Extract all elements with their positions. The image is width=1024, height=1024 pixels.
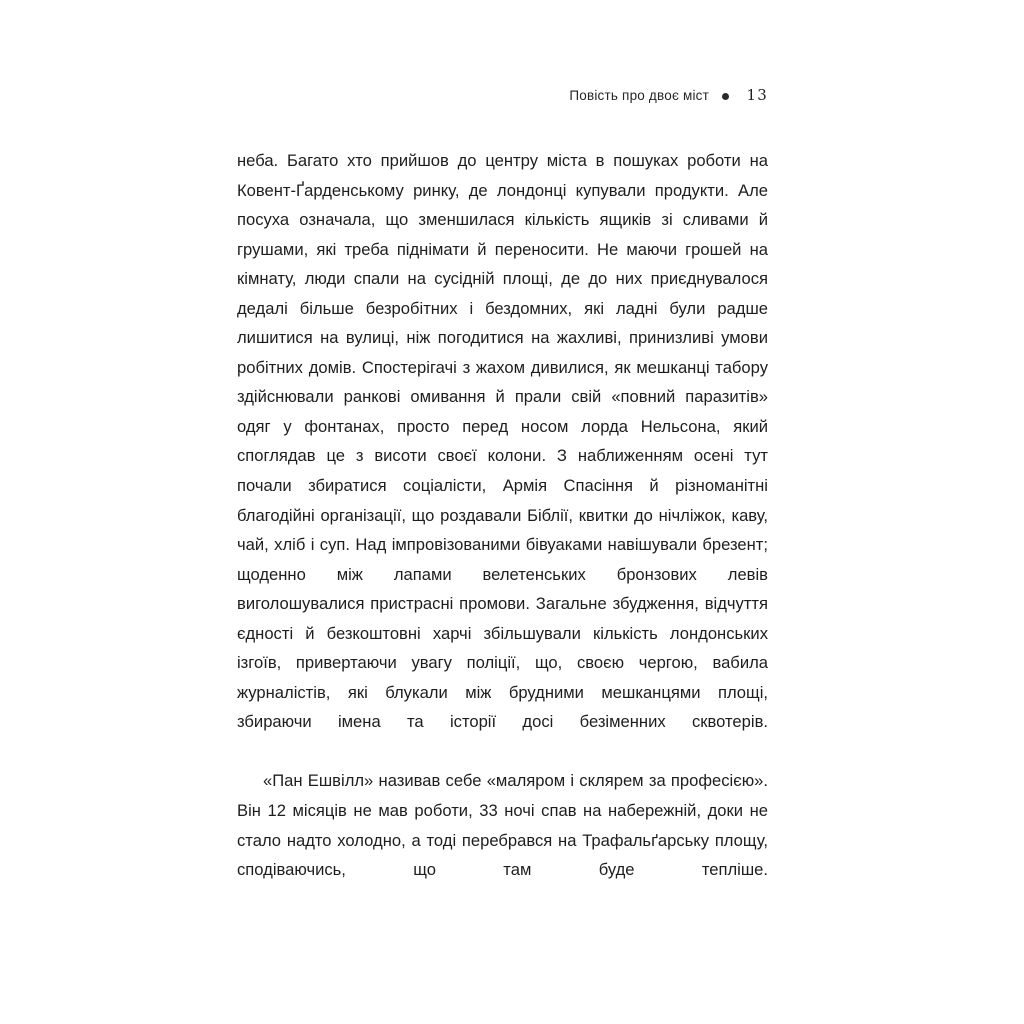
paragraph: неба. Багато хто прийшов до центру міста в пошуках роботи на Ковент-Ґарденському ринку, де лондонці купували продукти. Але посуха означала, що зменшилася кількість ящиків зі сливами й грушами, які треба піднімати й переносити. Не маючи грошей на кімнату, люди спали на сусідній площі, де до них приєднувалося дедалі більше безробітних і бездомних, які ладні були радше лишитися на вулиці, ніж погодитися на жахливі, принизливі умови робітних домів. Спостерігачі з жахом дивилися, як мешканці табору здійснювали ранкові омивання й прали свій «повний паразитів» одяг у фонтанах, просто перед носом лорда Нельсона, який споглядав це з висоти своєї колони. З наближенням осені тут почали збиратися соціалісти, Армія Спасіння й різноманітні благодійні організації, що роздавали Біблії, квитки до нічліжок, каву, чай, хліб і суп. Над імпровізованими бівуаками навішували брезент; щоденно між лапами велетенських бронзових левів виголошувалися пристрасні промови. Загальне збудження, відчуття єдності й безкоштовні харчі збільшували кількість лондонських ізгоїв, привертаючи увагу поліції, що, своєю чергою, вабила журналістів, які блукали між брудними мешканцями площі, збираючи імена та історії досі безіменних сквотерів. bbox=[237, 151, 768, 732]
bullet-dot-icon bbox=[722, 93, 729, 100]
page-number: 13 bbox=[746, 86, 768, 104]
paragraph: «Пан Ешвілл» називав себе «маляром і склярем за професією». Він 12 місяців не мав роботи, 33 ночі спав на набережній, доки не стало надто холодно, а тоді перебрався на Трафальґарську площу, сподіваючись, що там буде тепліше. bbox=[237, 771, 768, 880]
running-header bbox=[237, 84, 768, 106]
body-text-column bbox=[237, 146, 768, 914]
running-title: Повість про двоє міст bbox=[569, 87, 709, 103]
